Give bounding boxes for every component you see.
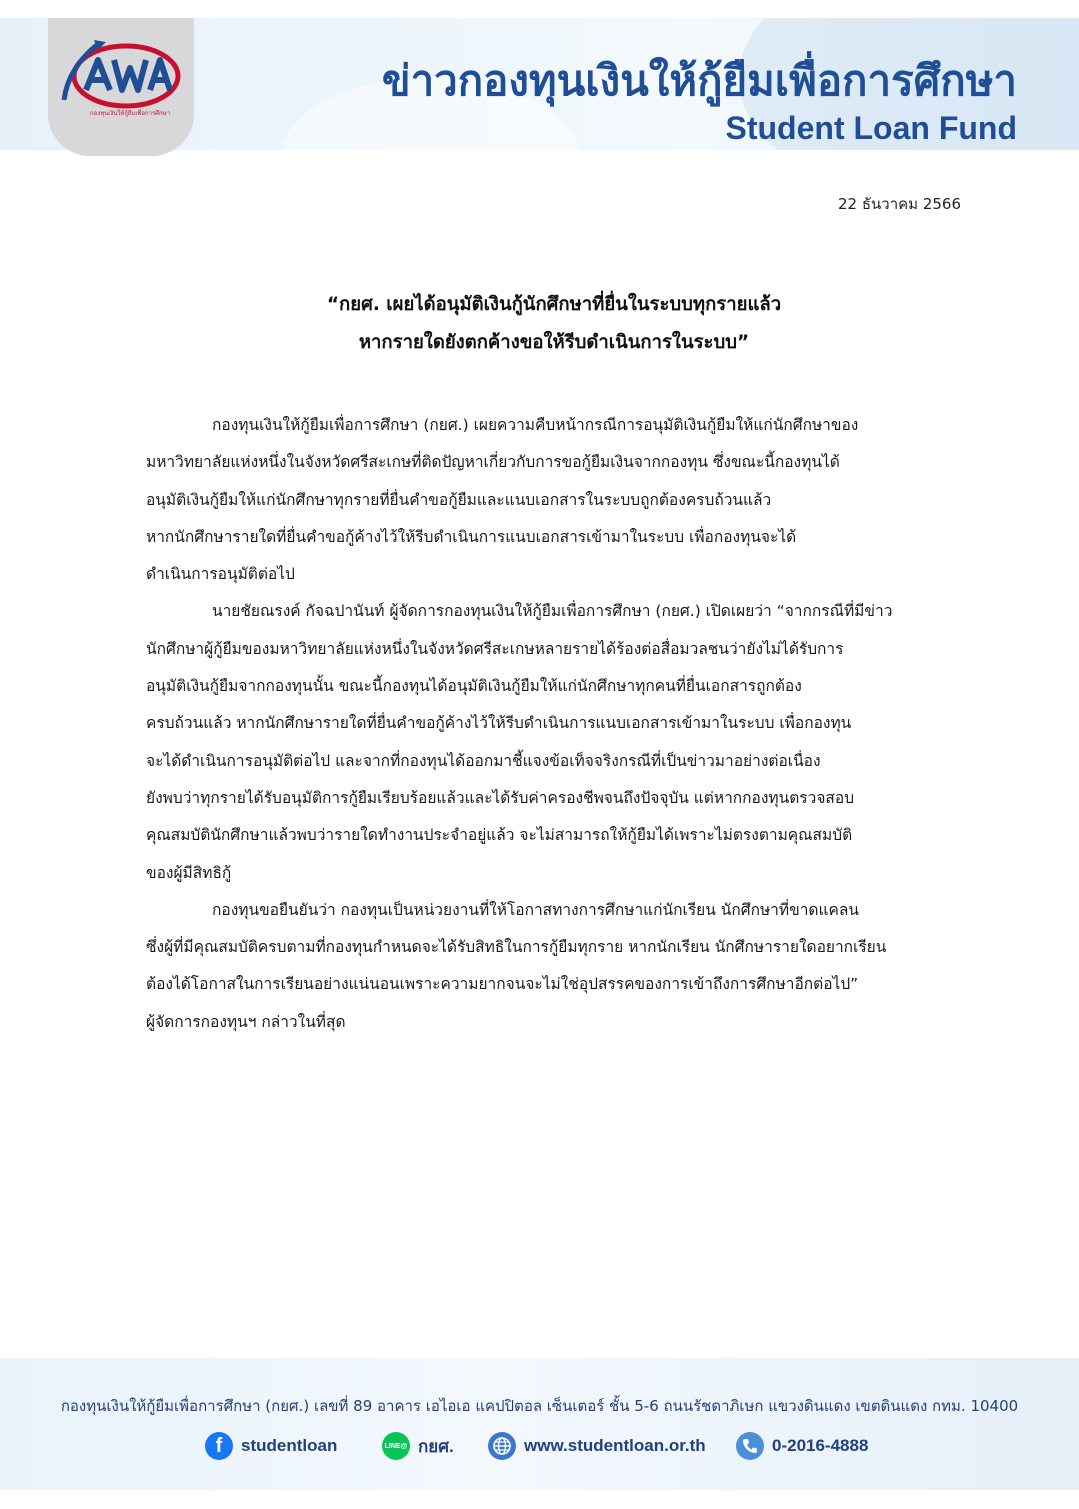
line-link[interactable] (382, 1430, 454, 1462)
body-line: อนุมัติเงินกู้ยืมให้แก่นักศึกษาทุกรายที่ยื่นคำขอกู้ยืมและแนบเอกสารในระบบถูกต้องครบถ้วนแล้ว (146, 490, 772, 509)
body-line: มหาวิทยาลัยแห่งหนึ่งในจังหวัดศรีสะเกษที่ติดปัญหาเกี่ยวกับการขอกู้ยืมเงินจากกองทุน ซึ่งขณะนี้กองทุนได้ (146, 453, 840, 472)
headline-line-2: หากรายใดยังตกค้างขอให้รีบดำเนินการในระบบ” (358, 332, 750, 353)
line-handle: กยศ. (418, 1436, 454, 1456)
page-title-en: Student Loan Fund (725, 110, 1017, 146)
body-line: จะได้ดำเนินการอนุมัติต่อไป และจากที่กองทุนได้ออกมาชี้แจงข้อเท็จจริงกรณีที่เป็นข่าวมาอย่างต่อเนื่อง (146, 751, 821, 770)
body-line: หากนักศึกษารายใดที่ยื่นคำขอกู้ค้างไว้ให้รีบดำเนินการแนบเอกสารเข้ามาในระบบ เพื่อกองทุนจะได้ (146, 527, 797, 546)
body-line: ซึ่งผู้ที่มีคุณสมบัติครบตามที่กองทุนกำหนดจะได้รับสิทธิในการกู้ยืมทุกราย หากนักเรียน นักศึกษารายใดอยากเรียน (146, 938, 887, 957)
body-line: กองทุนขอยืนยันว่า กองทุนเป็นหน่วยงานที่ให้โอกาสทางการศึกษาแก่นักเรียน นักศึกษาที่ขาดแคลน (212, 900, 859, 919)
phone-number: 0-2016-4888 (772, 1436, 869, 1455)
logo-caption: กองทุนเงินให้กู้ยืมเพื่อการศึกษา (90, 110, 170, 117)
phone-icon (736, 1432, 764, 1460)
logo (58, 38, 188, 118)
facebook-handle: studentloan (241, 1436, 338, 1455)
body-line: ครบถ้วนแล้ว หากนักศึกษารายใดที่ยื่นคำขอกู้ค้างไว้ให้รีบดำเนินการแนบเอกสารเข้ามาในระบบ เพื่อกองทุน (146, 714, 852, 733)
website-link[interactable] (488, 1430, 706, 1462)
headline-line-1: “กยศ. เผยได้อนุมัติเงินกู้นักศึกษาที่ยื่นในระบบทุกรายแล้ว (326, 294, 782, 315)
body-line: ของผู้มีสิทธิกู้ (146, 863, 232, 882)
publish-date: 22 ธันวาคม 2566 (838, 195, 961, 213)
body-line: นายชัยณรงค์ กัจฉปานันท์ ผู้จัดการกองทุนเงินให้กู้ยืมเพื่อการศึกษา (กยศ.) เปิดเผยว่า “จากกรณีที่มีข่าว (212, 602, 893, 621)
footer-address: กองทุนเงินให้กู้ยืมเพื่อการศึกษา (กยศ.) เลขที่ 89 อาคาร เอไอเอ แคปปิตอล เซ็นเตอร์ ชั้น 5-6 ถนนรัชดาภิเษก แขวงดินแดง เขตดินแดง กทม. 10400 (60, 1397, 1019, 1415)
body-line: คุณสมบัตินักศึกษาแล้วพบว่ารายใดทำงานประจำอยู่แล้ว จะไม่สามารถให้กู้ยืมได้เพราะไม่ตรงตามคุณสมบัติ (146, 826, 853, 845)
body-line: ผู้จัดการกองทุนฯ กล่าวในที่สุด (146, 1012, 346, 1031)
phone-link[interactable] (736, 1430, 868, 1462)
footer (0, 1358, 1079, 1490)
website-url: www.studentloan.or.th (524, 1436, 706, 1455)
body-line: อนุมัติเงินกู้ยืมจากกองทุนนั้น ขณะนี้กองทุนได้อนุมัติเงินกู้ยืมให้แก่นักศึกษาทุกคนที่ยื่นเอกสารถูกต้อง (146, 677, 802, 696)
page-title-th: ข่าวกองทุนเงินให้กู้ยืมเพื่อการศึกษา (381, 56, 1017, 105)
body-line: นักศึกษาผู้กู้ยืมของมหาวิทยาลัยแห่งหนึ่งในจังหวัดศรีสะเกษหลายรายได้ร้องต่อสื่อมวลชนว่ายังไม่ได้รับการ (146, 639, 844, 658)
body-line: ดำเนินการอนุมัติต่อไป (146, 565, 295, 584)
globe-icon (488, 1432, 516, 1460)
body-line: ยังพบว่าทุกรายได้รับอนุมัติการกู้ยืมเรียบร้อยแล้วและได้รับค่าครองชีพจนถึงปัจจุบัน แต่หากกองทุนตรวจสอบ (146, 788, 855, 807)
body-line: ต้องได้โอกาสในการเรียนอย่างแน่นอนเพราะความยากจนจะไม่ใช่อุปสรรคของการเข้าถึงการศึกษาอีกต่อไป” (146, 975, 859, 994)
line-icon: LINE@ (382, 1432, 410, 1460)
article-body (146, 407, 964, 1041)
facebook-icon: f (205, 1432, 233, 1460)
facebook-link[interactable] (205, 1430, 337, 1462)
body-line: กองทุนเงินให้กู้ยืมเพื่อการศึกษา (กยศ.) เผยความคืบหน้ากรณีการอนุมัติเงินกู้ยืมให้แก่นักศึกษาของ (212, 416, 859, 434)
